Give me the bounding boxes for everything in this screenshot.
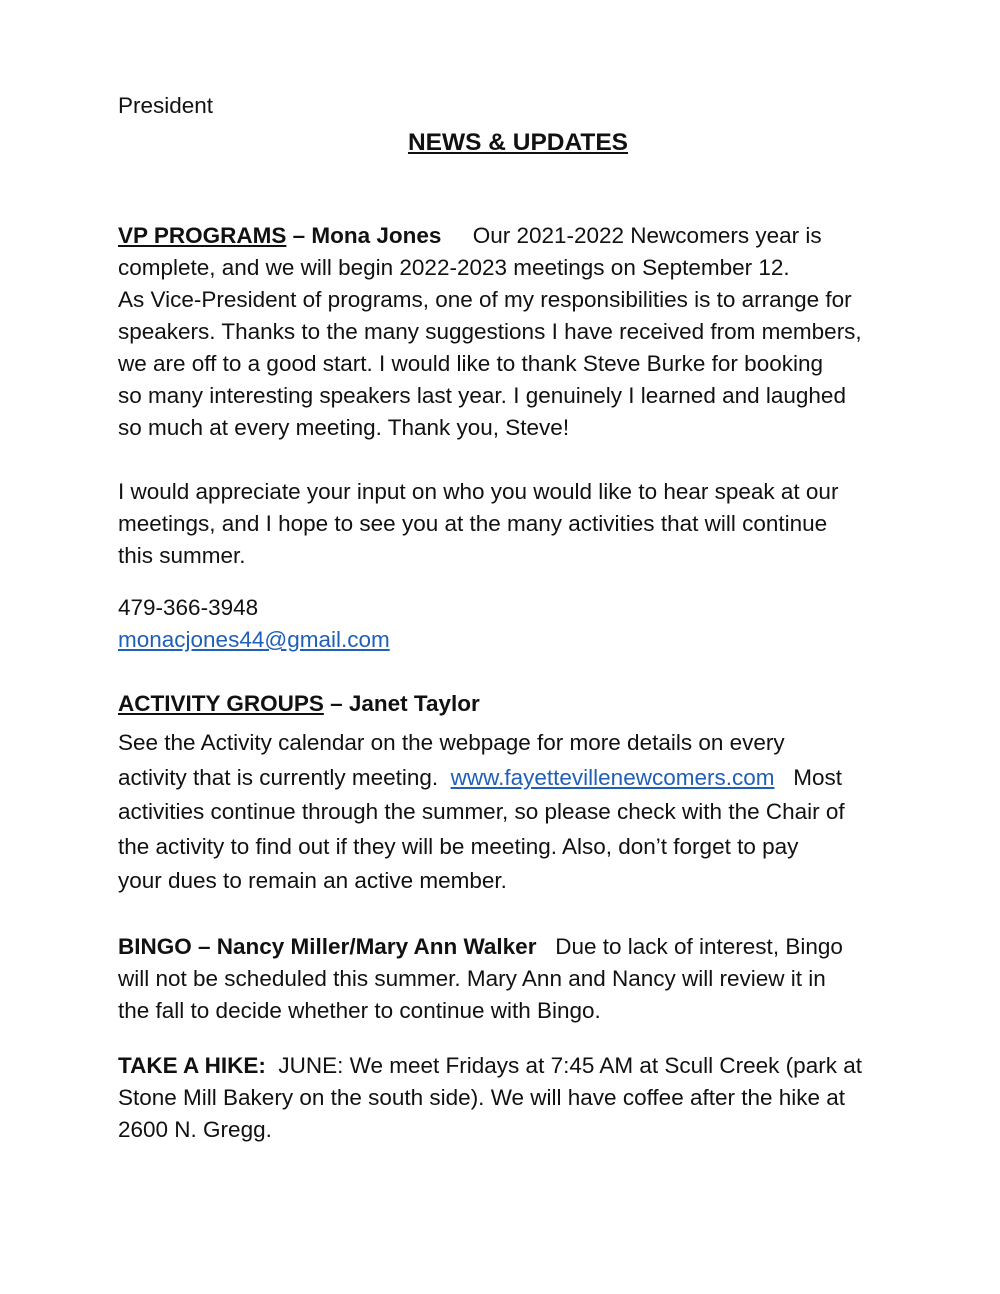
president-label: President (118, 93, 214, 118)
activity-groups-heading: ACTIVITY GROUPS (118, 691, 324, 716)
vp-programs-text-line: meetings, and I hope to see you at the many activities that will continue (118, 511, 828, 536)
vp-programs-text-line: I would appreciate your input on who you would like to hear speak at our (118, 479, 839, 504)
bingo-text-line: the fall to decide whether to continue with Bingo. (118, 997, 601, 1023)
bingo-line-1 (118, 931, 918, 963)
bingo-section (118, 931, 918, 1027)
activity-groups-body (118, 726, 918, 899)
vp-programs-text-line: we are off to a good start. I would like to thank Steve Burke for booking (118, 351, 823, 376)
contact-phone: 479-366-3948 (118, 595, 259, 620)
hike-line-1 (118, 1050, 918, 1082)
vp-programs-spacer (441, 223, 472, 248)
vp-programs-text-line: As Vice-President of programs, one of my responsibilities is to arrange for (118, 287, 852, 312)
vp-programs-text-line: so many interesting speakers last year. I genuinely I learned and laughed (118, 383, 846, 408)
spacer (118, 160, 918, 220)
hike-text-line: 2600 N. Gregg. (118, 1116, 272, 1142)
activity-groups-name: – Janet Taylor (323, 691, 480, 716)
bingo-text-line: will not be scheduled this summer. Mary Ann and Nancy will review it in (118, 965, 826, 991)
activity-groups-text-line: the activity to find out if they will be meeting. Also, don’t forget to pay (118, 833, 799, 859)
vp-programs-text-line: complete, and we will begin 2022-2023 meetings on September 12. (118, 255, 790, 280)
activity-groups-heading-line (118, 688, 918, 720)
vp-programs-text-line: Our 2021-2022 Newcomers year is (472, 223, 822, 248)
take-a-hike-section (118, 1050, 918, 1146)
activity-groups-section (118, 688, 918, 899)
vp-programs-section (118, 220, 918, 656)
activity-groups-text: Most (774, 764, 842, 790)
bingo-heading: BINGO – Nancy Miller/Mary Ann Walker (118, 933, 537, 959)
vp-programs-text-line: speakers. Thanks to the many suggestions I have received from members, (118, 319, 862, 344)
vp-programs-text-line: so much at every meeting. Thank you, Steve! (118, 415, 570, 440)
spacer (118, 899, 918, 931)
contact-email-link[interactable]: monacjones44@gmail.com (118, 627, 390, 652)
vp-programs-line-1 (118, 220, 918, 252)
hike-text: JUNE: We meet Fridays at 7:45 AM at Scull Creek (park at (265, 1052, 862, 1078)
activity-groups-text-line-2 (118, 761, 918, 796)
website-link[interactable]: www.fayettevillenewcomers.com (450, 764, 775, 790)
bingo-text: Due to lack of interest, Bingo (536, 933, 843, 959)
vp-programs-name: – Mona Jones (286, 223, 442, 248)
activity-groups-text-line: See the Activity calendar on the webpage for more details on every (118, 730, 785, 755)
spacer (118, 1027, 918, 1041)
activity-groups-text-line: activities continue through the summer, so please check with the Chair of (118, 799, 845, 824)
hike-heading: TAKE A HIKE: (118, 1052, 266, 1078)
spacer (118, 444, 918, 476)
spacer (118, 572, 918, 592)
activity-groups-text: activity that is currently meeting. (118, 764, 451, 790)
activity-groups-text-line: your dues to remain an active member. (118, 868, 507, 893)
hike-text-line: Stone Mill Bakery on the south side). We will have coffee after the hike at (118, 1084, 846, 1110)
vp-programs-text-line: this summer. (118, 543, 246, 568)
spacer (118, 656, 918, 688)
page-title: NEWS & UPDATES (407, 129, 629, 156)
vp-programs-heading: VP PROGRAMS (118, 223, 287, 248)
newsletter-page (118, 90, 918, 1146)
